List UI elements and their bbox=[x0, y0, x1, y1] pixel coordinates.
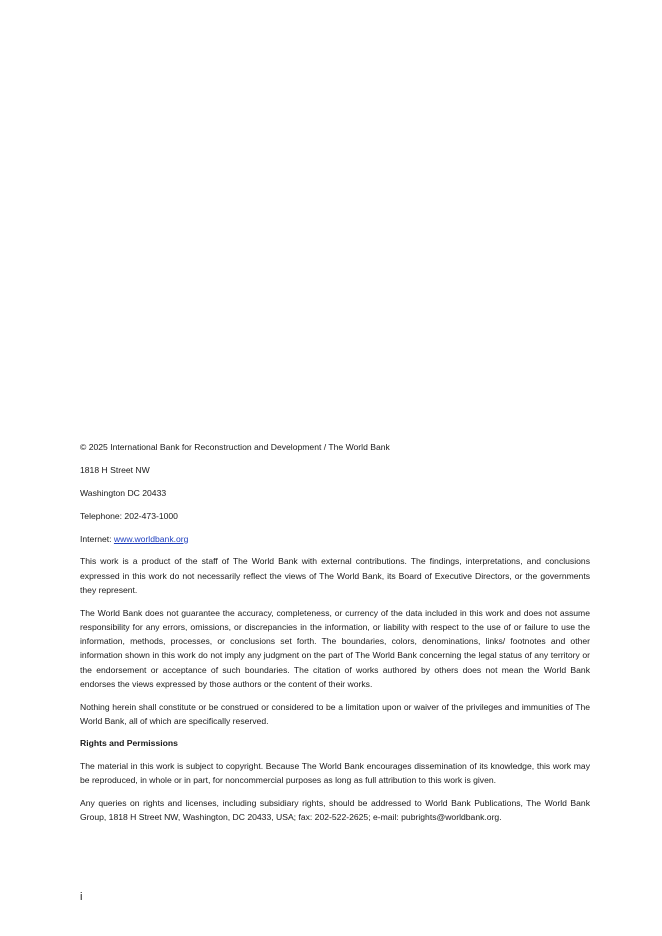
copyright-page-content bbox=[80, 440, 590, 833]
telephone: Telephone: 202-473-1000 bbox=[80, 510, 178, 521]
page-number: i bbox=[80, 891, 83, 903]
immunities-paragraph: Nothing herein shall constitute or be construed or considered to be a limitation upon or waiver of the privileges and immunities of The World Bank, all of which are specifically reserved. bbox=[80, 701, 590, 726]
rights-queries-paragraph: Any queries on rights and licenses, including subsidiary rights, should be addressed to World Bank Publications, The World Bank Group, 1818 H Street NW, Washington, DC 20433, USA; fax: 202-522-2625; e-mail: pubrights@worldbank.org. bbox=[80, 797, 590, 823]
product-statement: This work is a product of the staff of The World Bank with external contributions. The findings, interpretations, and conclusions expressed in this work do not necessarily reflect the views of The World Bank, its Board of Executive Directors, or the governments they represent. bbox=[80, 556, 590, 596]
rights-copyright-paragraph: The material in this work is subject to copyright. Because The World Bank encourages dissemination of its knowledge, this work may be reproduced, in whole or in part, for noncommercial purposes as long as full attribution to this work is given. bbox=[80, 761, 590, 786]
rights-heading: Rights and Permissions bbox=[80, 738, 178, 749]
copyright-notice: © 2025 International Bank for Reconstruction and Development / The World Bank bbox=[80, 442, 390, 452]
disclaimer-paragraph: The World Bank does not guarantee the accuracy, completeness, or currency of the data included in this work and does not assume responsibility for any errors, omissions, or discrepancies in the information, or liability with respect to the use of or failure to use the information, methods, processes, or conclusions set forth. The boundaries, colors, denominations, links/ footnotes and other information shown in this work do not imply any judgment on the part of The World Bank concerning the legal status of any territory or the endorsement or acceptance of such boundaries. The citation of works authored by others does not mean the World Bank endorses the views expressed by those authors or the content of their works. bbox=[80, 607, 590, 690]
worldbank-website-link[interactable]: www.worldbank.org bbox=[113, 533, 189, 544]
street-address: 1818 H Street NW bbox=[80, 464, 150, 475]
city-address: Washington DC 20433 bbox=[80, 487, 167, 498]
internet-label: Internet: bbox=[80, 533, 114, 544]
internet-line bbox=[80, 532, 590, 546]
